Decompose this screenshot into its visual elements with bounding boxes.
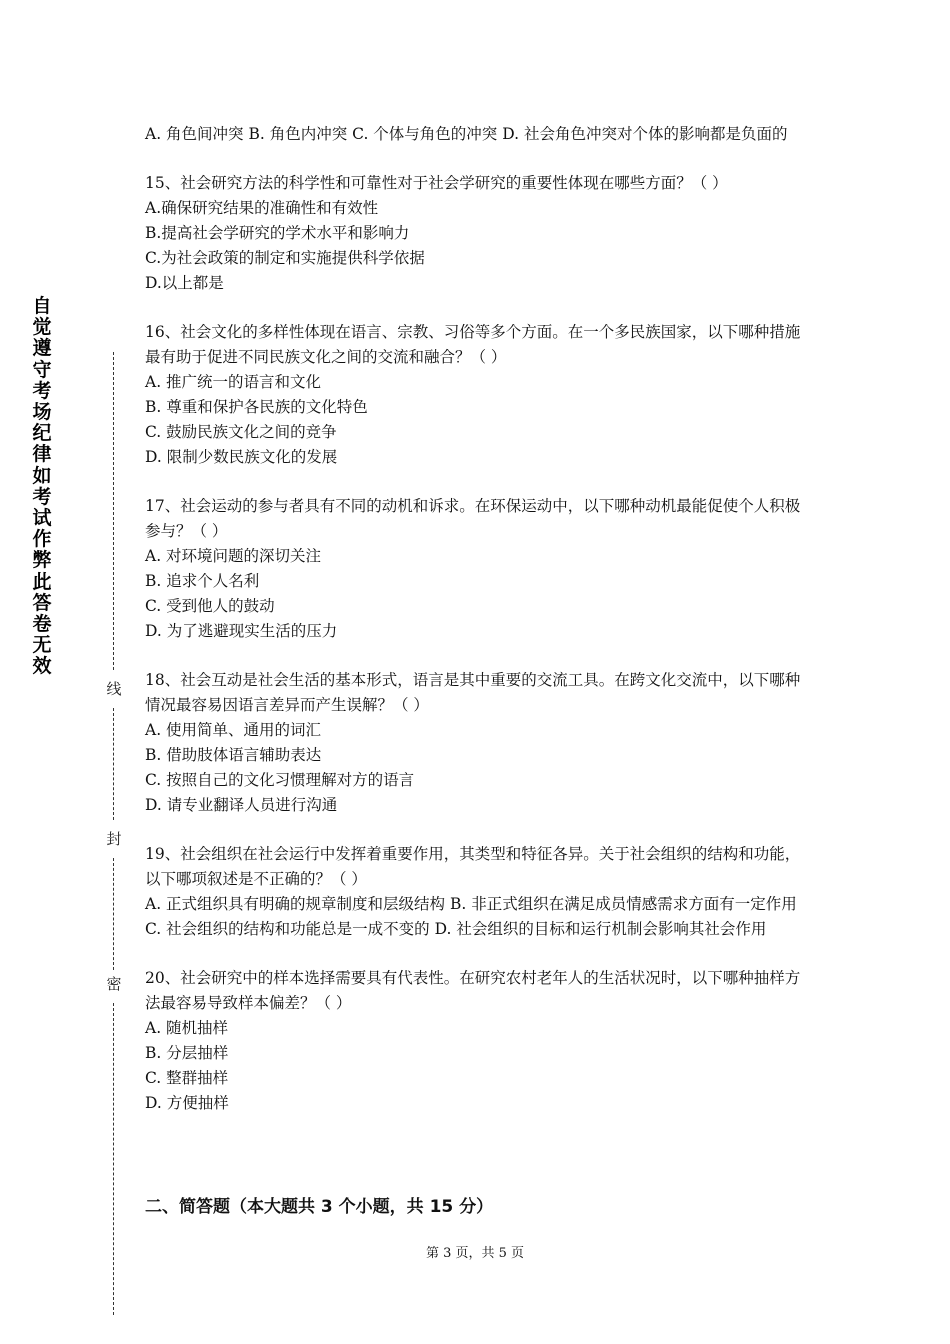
option-c: C. 整群抽样: [145, 1069, 229, 1087]
question-14-tail: [145, 122, 808, 147]
binding-label-xian: 线: [106, 680, 122, 698]
binding-label-feng: 封: [106, 830, 122, 848]
question-16: [145, 320, 808, 470]
question-18: [145, 668, 808, 818]
option-b: B. 追求个人名利: [145, 572, 260, 590]
option-d: D. 方便抽样: [145, 1094, 229, 1112]
option-c: C. 受到他人的鼓动: [145, 597, 275, 615]
question-stem: 18、社会互动是社会生活的基本形式，语言是其中重要的交流工具。在跨文化交流中，以下哪种情况最容易因语言差异而产生误解？（ ）: [145, 671, 801, 714]
option-b: B. 借助肢体语言辅助表达: [145, 746, 322, 764]
option-d: D. 为了逃避现实生活的压力: [145, 622, 338, 640]
option-d: D. 限制少数民族文化的发展: [145, 448, 338, 466]
question-options-inline: A. 正式组织具有明确的规章制度和层级结构 B. 非正式组织在满足成员情感需求方面有一定作用 C. 社会组织的结构和功能总是一成不变的 D. 社会组织的目标和运行机制会影响其社会作用: [145, 895, 797, 938]
option-c: C.为社会政策的制定和实施提供科学依据: [145, 249, 425, 267]
option-d: D.以上都是: [145, 274, 224, 292]
option-b: B.提高社会学研究的学术水平和影响力: [145, 224, 410, 242]
option-a: A. 使用简单、通用的词汇: [145, 721, 322, 739]
option-d: D. 请专业翻译人员进行沟通: [145, 796, 338, 814]
page-number: 第 3 页，共 5 页: [425, 1246, 525, 1261]
binding-dashed-line-3: [113, 858, 114, 970]
question-stem: 15、社会研究方法的科学性和可靠性对于社会学研究的重要性体现在哪些方面？（ ）: [145, 174, 728, 192]
exam-discipline-notice: 自觉遵守考场纪律如考试作弊此答卷无效: [32, 295, 52, 678]
option-b: B. 分层抽样: [145, 1044, 229, 1062]
binding-dashed-line-1: [113, 352, 114, 670]
question-options-inline: A. 角色间冲突 B. 角色内冲突 C. 个体与角色的冲突 D. 社会角色冲突对个体的影响都是负面的: [145, 125, 788, 143]
option-a: A. 对环境问题的深切关注: [145, 547, 322, 565]
question-19: [145, 842, 808, 942]
option-c: C. 按照自己的文化习惯理解对方的语言: [145, 771, 415, 789]
question-15: [145, 171, 808, 296]
option-b: B. 尊重和保护各民族的文化特色: [145, 398, 368, 416]
section-heading: 二、简答题（本大题共 3 个小题，共 15 分）: [145, 1197, 494, 1217]
question-stem: 16、社会文化的多样性体现在语言、宗教、习俗等多个方面。在一个多民族国家，以下哪种措施最有助于促进不同民族文化之间的交流和融合？（ ）: [145, 323, 801, 366]
question-list: [145, 122, 808, 1140]
binding-label-mi: 密: [106, 975, 122, 993]
question-17: [145, 494, 808, 644]
option-c: C. 鼓励民族文化之间的竞争: [145, 423, 337, 441]
question-stem: 19、社会组织在社会运行中发挥着重要作用，其类型和特征各异。关于社会组织的结构和功能，以下哪项叙述是不正确的？（ ）: [145, 845, 801, 888]
option-a: A. 随机抽样: [145, 1019, 229, 1037]
option-a: A. 推广统一的语言和文化: [145, 373, 322, 391]
question-20: [145, 966, 808, 1116]
question-stem: 17、社会运动的参与者具有不同的动机和诉求。在环保运动中，以下哪种动机最能促使个人积极参与？（ ）: [145, 497, 801, 540]
option-a: A.确保研究结果的准确性和有效性: [145, 199, 379, 217]
binding-dashed-line-2: [113, 708, 114, 820]
question-stem: 20、社会研究中的样本选择需要具有代表性。在研究农村老年人的生活状况时，以下哪种抽样方法最容易导致样本偏差？（ ）: [145, 969, 801, 1012]
binding-dashed-line-4: [113, 1003, 114, 1315]
